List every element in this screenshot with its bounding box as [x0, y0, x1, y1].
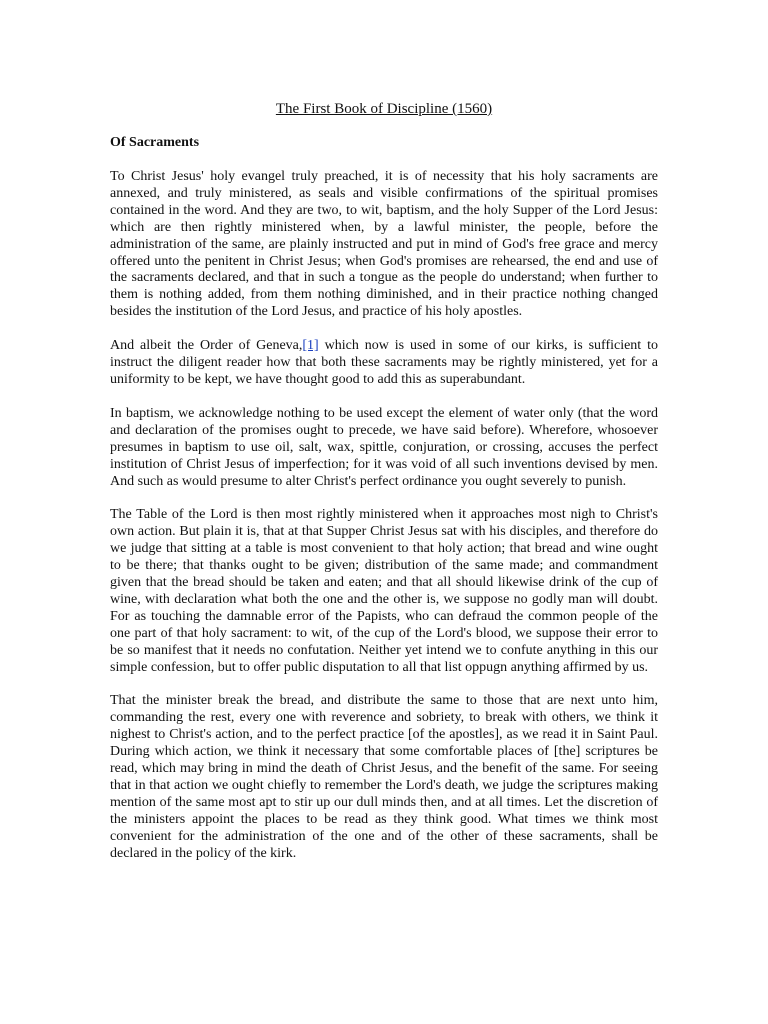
document-page: [110, 100, 658, 880]
section-heading: Of Sacraments: [110, 135, 200, 150]
paragraph-2-text-after: which now is used in some of our kirks, is sufficient to instruct the diligent reader how that both these sacraments may be rightly ministered, yet for a uniformity to be kept, we have thought good to add this as superabundant.: [110, 338, 658, 387]
paragraph-5: That the minister break the bread, and distribute the same to those that are next unto him, commanding the rest, every one with reverence and sobriety, to break with others, we think it nighest to Christ's action, and to the perfect practice [of the apostles], as we read it in Saint Paul. During which action, we think it necessary that some comfortable places of [the] scriptures be read, which may bring in mind the death of Christ Jesus, and the benefit of the same. For seeing that in that action we ought chiefly to remember the Lord's death, we judge the scriptures making mention of the same most apt to stir up our dull minds then, and at all times. Let the discretion of the ministers appoint the places to be read as they think good. What times we think most convenient for the administration of the one and of the other of these sacraments, shall be declared in the policy of the kirk.: [110, 693, 658, 861]
paragraph-1: To Christ Jesus' holy evangel truly preached, it is of necessity that his holy sacraments are annexed, and truly ministered, as seals and visible confirmations of the spiritual promises contained in the word. And they are two, to wit, baptism, and the holy Supper of the Lord Jesus: which are then rightly ministered when, by a lawful minister, the people, before the administration of the same, are plainly instructed and put in mind of God's free grace and mercy offered unto the penitent in Christ Jesus; when God's promises are rehearsed, the end and use of the sacraments declared, and that in such a tongue as the people do understand; when further to them is nothing added, from them nothing diminished, and in their practice nothing changed besides the institution of the Lord Jesus, and practice of his holy apostles.: [110, 169, 658, 320]
paragraph-3: In baptism, we acknowledge nothing to be used except the element of water only (that the word and declaration of the promises ought to precede, we have said before). Wherefore, whosoever presumes in baptism to use oil, salt, wax, spittle, conjuration, or crossing, accuses the perfect institution of Christ Jesus of imperfection; for it was void of all such inventions devised by men. And such as would presume to alter Christ's perfect ordinance you ought severely to punish.: [110, 405, 658, 489]
document-title: The First Book of Discipline (1560): [275, 101, 493, 117]
paragraph-2-text-before: And albeit the Order of Geneva,: [110, 338, 303, 354]
paragraph-2: [110, 338, 658, 389]
footnote-link-1[interactable]: [1]: [302, 338, 319, 354]
paragraph-4: The Table of the Lord is then most rightly ministered when it approaches most nigh to Christ's own action. But plain it is, that at that Supper Christ Jesus sat with his disciples, and therefore do we judge that sitting at a table is most convenient to that holy action; that bread and wine ought to be there; that thanks ought to be given; distribution of the same made; and commandment given that the bread should be taken and eaten; and that all should likewise drink of the cup of wine, with declaration what both the one and the other is, we suppose no godly man will doubt. For as touching the damnable error of the Papists, who can defraud the common people of the one part of that holy sacrament: to wit, of the cup of the Lord's blood, we suppose their error to be so manifest that it needs no confutation. Neither yet intend we to confute anything in this our simple confession, but to offer public disputation to all that list oppugn anything affirmed by us.: [110, 507, 658, 675]
